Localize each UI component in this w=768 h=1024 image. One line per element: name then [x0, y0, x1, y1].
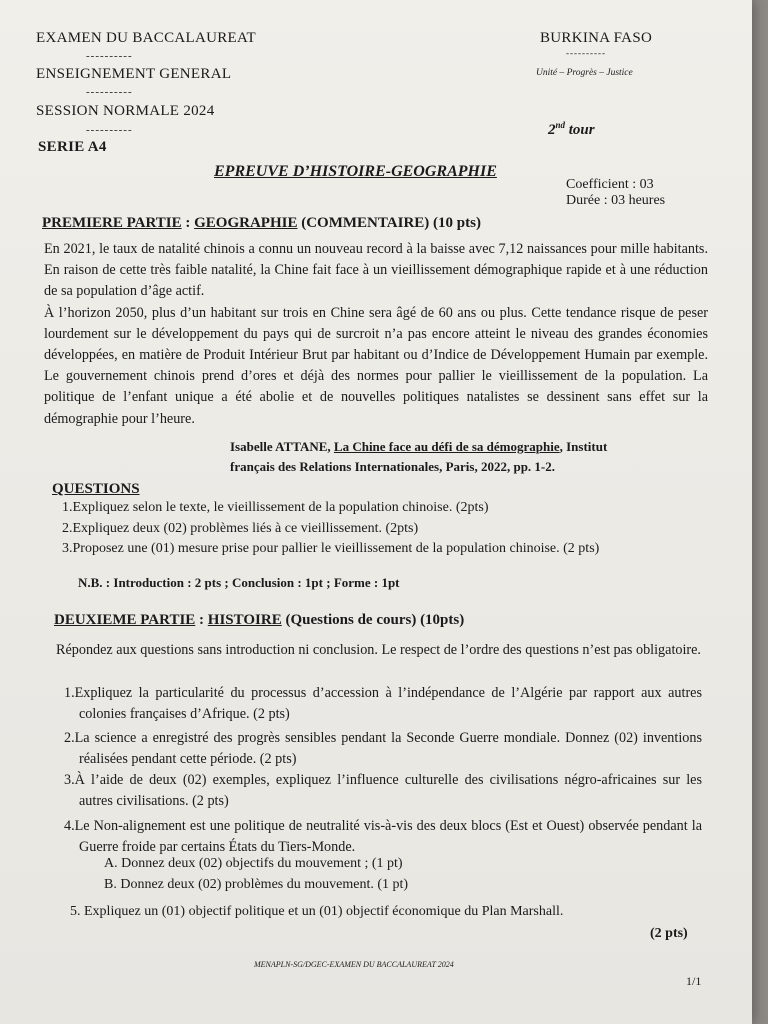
text-source-line2: français des Relations Internationales, Paris, 2022, pp. 1-2.: [230, 459, 555, 474]
history-question-5-points: (2 pts): [650, 926, 688, 941]
history-question-4a: A. Donnez deux (02) objectifs du mouvement ; (1 pt): [104, 856, 403, 871]
text-paragraph: À l’horizon 2050, plus d’un habitant sur trois en Chine sera âgé de 60 ans ou plus. Cette tendance risque de peser lourdement sur le développement du pays qui de surcroit n’a pas encore atteint le niveau des grandes économies développées, en matière de Produit Intérieur Brut par habitant ou d’Indice de Développement Humain par exemple. Le gouvernement chinois prend d’ores et déjà des normes pour pallier le vieillissement de la population. La politique de l’enfant unique a été abolie et de nouvelles politiques natalistes se dessinent sans effet sur la démographie pour l’heure.: [44, 304, 708, 427]
separator: ----------: [86, 86, 133, 98]
grading-note: N.B. : Introduction : 2 pts ; Conclusion : 1pt ; Forme : 1pt: [78, 575, 400, 590]
question-item: 1.Expliquez selon le texte, le vieillissement de la population chinoise. (2pts): [62, 500, 489, 515]
teaching-heading: ENSEIGNEMENT GENERAL: [36, 66, 232, 82]
session-heading: SESSION NORMALE 2024: [36, 103, 215, 119]
history-instructions: Répondez aux questions sans introduction ni conclusion. Le respect de l’ordre des questions n’est pas obligatoire.: [56, 642, 701, 658]
exam-heading: EXAMEN DU BACCALAUREAT: [36, 30, 256, 46]
history-question-1: 1.Expliquez la particularité du processus d’accession à l’indépendance de l’Algérie par rapport aux autres colonies françaises d’Afrique. (2 pts): [64, 685, 702, 723]
exam-title: EPREUVE D’HISTOIRE-GEOGRAPHIE: [214, 163, 497, 180]
tour-label: 2nd tour: [548, 120, 595, 138]
country-name: BURKINA FASO: [540, 30, 653, 46]
footer-reference: MENAPLN-SG/DGEC-EXAMEN DU BACCALAUREAT 2024: [254, 960, 454, 969]
duration: Durée : 03 heures: [566, 193, 666, 208]
page-number: 1/1: [686, 974, 702, 988]
text-source: Isabelle ATTANE, La Chine face au défi de sa démographie, Institut: [230, 439, 608, 454]
national-motto: Unité – Progrès – Justice: [536, 68, 633, 78]
part1-heading: PREMIERE PARTIE : GEOGRAPHIE (COMMENTAIRE) (10 pts): [42, 215, 481, 231]
separator: ----------: [86, 50, 133, 62]
question-item: 2.Expliquez deux (02) problèmes liés à ce vieillissement. (2pts): [62, 521, 419, 536]
coefficient: Coefficient : 03: [566, 177, 654, 192]
separator: ----------: [86, 124, 133, 136]
history-question-4: 4.Le Non-alignement est une politique de neutralité vis-à-vis des deux blocs (Est et Ouest) observée pendant la Guerre froide par certains États du Tiers-Monde.: [64, 818, 702, 856]
serie-label: SERIE A4: [38, 139, 107, 155]
question-item: 3.Proposez une (01) mesure prise pour pallier le vieillissement de la population chinoise. (2 pts): [62, 541, 600, 556]
history-question-2: 2.La science a enregistré des progrès sensibles pendant la Seconde Guerre mondiale. Donnez (02) inventions réalisées pendant cette période. (2 pts): [64, 730, 702, 768]
part2-heading: DEUXIEME PARTIE : HISTOIRE (Questions de cours) (10pts): [54, 612, 465, 628]
history-question-3: 3.À l’aide de deux (02) exemples, expliquez l’influence culturelle des civilisations négro-africaines sur les autres civilisations. (2 pts): [64, 772, 702, 810]
separator: ----------: [566, 48, 606, 58]
history-question-4b: B. Donnez deux (02) problèmes du mouvement. (1 pt): [104, 877, 409, 892]
questions-heading: QUESTIONS: [52, 481, 140, 497]
geography-text: [44, 239, 708, 430]
history-question-5: 5. Expliquez un (01) objectif politique et un (01) objectif économique du Plan Marshall.: [70, 904, 564, 919]
text-paragraph: En 2021, le taux de natalité chinois a connu un nouveau record à la baisse avec 7,12 naissances pour mille habitants. En raison de cette très faible natalité, la Chine fait face à un vieillissement démographique rapide et à une réduction de sa population d’âge actif.: [44, 241, 708, 300]
